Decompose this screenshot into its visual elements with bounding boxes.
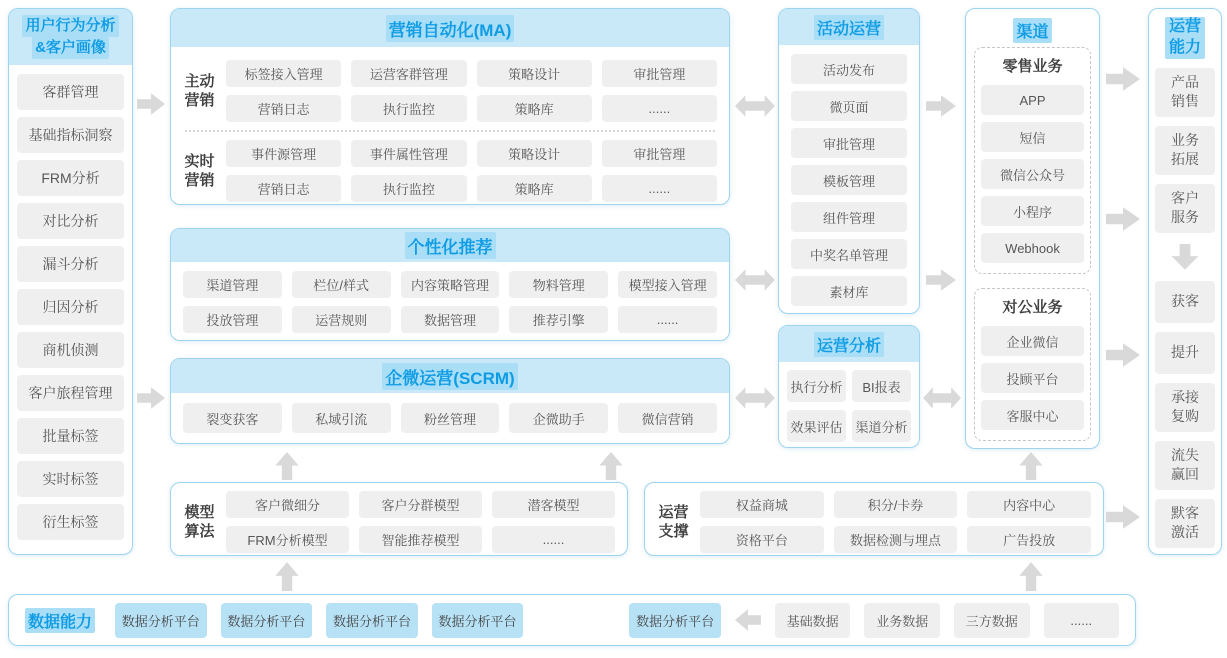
capability-item: 默客激活 xyxy=(1155,499,1215,548)
data-source-item: 基础数据 xyxy=(775,603,851,638)
channel-panel xyxy=(965,8,1100,449)
group-label: 运营支撑 xyxy=(658,503,689,540)
recommend-item: ...... xyxy=(618,306,717,333)
support-item: 积分/卡券 xyxy=(834,491,958,518)
arrow-up-icon xyxy=(274,452,300,480)
panel-title: 企微运营(SCRM) xyxy=(382,363,517,390)
recommendation-panel xyxy=(170,228,730,341)
analysis-item: 渠道分析 xyxy=(852,410,911,442)
arrow-up-icon xyxy=(1018,562,1044,591)
ma-item: 策略库 xyxy=(477,95,592,122)
model-item: 智能推荐模型 xyxy=(359,526,482,553)
retail-group xyxy=(974,47,1091,274)
arrow-double-horizontal-icon xyxy=(923,386,961,410)
sidebar-item: 客户旅程管理 xyxy=(17,375,124,411)
ma-item: 事件属性管理 xyxy=(351,140,466,167)
sidebar-item: 商机侦测 xyxy=(17,332,124,368)
data-source-item: 三方数据 xyxy=(954,603,1030,638)
sidebar-item: 衍生标签 xyxy=(17,504,124,540)
capability-item: 客户服务 xyxy=(1155,184,1215,233)
ma-item: 策略库 xyxy=(477,175,592,202)
sidebar-item: 基础指标洞察 xyxy=(17,117,124,153)
channel-item: 微信公众号 xyxy=(981,159,1084,189)
sidebar-item: 批量标签 xyxy=(17,418,124,454)
arrow-right-icon xyxy=(926,94,956,118)
sidebar-item: 实时标签 xyxy=(17,461,124,497)
panel-title: 数据能力 xyxy=(25,608,95,633)
arrow-right-icon xyxy=(926,268,956,292)
recommend-item: 栏位/样式 xyxy=(292,271,391,298)
ma-item: 策略设计 xyxy=(477,140,592,167)
activity-operation-panel xyxy=(778,8,920,314)
group-label: 模型算法 xyxy=(184,503,215,540)
user-behavior-title xyxy=(9,9,132,65)
ma-item: 执行监控 xyxy=(351,175,466,202)
recommend-item: 推荐引擎 xyxy=(509,306,608,333)
ma-item: 营销日志 xyxy=(226,95,341,122)
data-platform-item: 数据分析平台 xyxy=(115,603,207,638)
channel-item: 企业微信 xyxy=(981,326,1084,356)
data-platform-item: 数据分析平台 xyxy=(629,603,721,638)
corporate-group xyxy=(974,288,1091,441)
ma-item: 事件源管理 xyxy=(226,140,341,167)
arrow-right-icon xyxy=(1106,504,1140,530)
capability-item: 业务拓展 xyxy=(1155,126,1215,175)
support-item: 内容中心 xyxy=(967,491,1091,518)
arrow-right-icon xyxy=(1106,206,1140,232)
sidebar-item: FRM分析 xyxy=(17,160,124,196)
group-label: 主动营销 xyxy=(184,72,215,109)
recommend-item: 模型接入管理 xyxy=(618,271,717,298)
ma-item: 运营客群管理 xyxy=(351,60,466,87)
activity-item: 微页面 xyxy=(791,91,907,121)
group-label: 实时营销 xyxy=(184,152,215,189)
panel-title: 运营分析 xyxy=(814,332,884,357)
sidebar-item: 对比分析 xyxy=(17,203,124,239)
ma-item: 策略设计 xyxy=(477,60,592,87)
data-capability-panel xyxy=(8,594,1136,646)
capability-item: 承接复购 xyxy=(1155,383,1215,432)
title-line: &客户画像 xyxy=(32,37,109,59)
model-item: 潜客模型 xyxy=(492,491,615,518)
arrow-right-icon xyxy=(1106,66,1140,92)
activity-item: 审批管理 xyxy=(791,128,907,158)
recommend-item: 渠道管理 xyxy=(183,271,282,298)
scrm-item: 微信营销 xyxy=(618,403,717,433)
channel-item: 投顾平台 xyxy=(981,363,1084,393)
support-item: 权益商城 xyxy=(700,491,824,518)
user-behavior-panel xyxy=(8,8,133,555)
arrow-up-icon xyxy=(598,452,624,480)
scrm-item: 私域引流 xyxy=(292,403,391,433)
divider xyxy=(185,130,715,132)
model-item: 客户微细分 xyxy=(226,491,349,518)
panel-title: 运营能力 xyxy=(1165,17,1204,59)
activity-item: 组件管理 xyxy=(791,202,907,232)
sidebar-item: 漏斗分析 xyxy=(17,246,124,282)
data-platform-item: 数据分析平台 xyxy=(432,603,524,638)
arrow-up-icon xyxy=(274,562,300,591)
data-platform-item: 数据分析平台 xyxy=(221,603,313,638)
model-item: 客户分群模型 xyxy=(359,491,482,518)
scrm-item: 企微助手 xyxy=(509,403,608,433)
arrow-up-icon xyxy=(1018,452,1044,480)
channel-item: APP xyxy=(981,85,1084,115)
analysis-item: 效果评估 xyxy=(787,410,846,442)
ma-item: 执行监控 xyxy=(351,95,466,122)
recommend-item: 数据管理 xyxy=(401,306,500,333)
arrow-double-horizontal-icon xyxy=(735,94,775,118)
activity-item: 活动发布 xyxy=(791,54,907,84)
scrm-item: 裂变获客 xyxy=(183,403,282,433)
recommend-item: 内容策略管理 xyxy=(401,271,500,298)
channel-item: 短信 xyxy=(981,122,1084,152)
activity-item: 中奖名单管理 xyxy=(791,239,907,269)
channel-item: Webhook xyxy=(981,233,1084,263)
analysis-item: 执行分析 xyxy=(787,370,846,402)
group-title: 对公业务 xyxy=(1002,299,1063,316)
panel-title: 个性化推荐 xyxy=(405,232,496,259)
title-line: 用户行为分析 xyxy=(22,15,118,37)
ma-item: ...... xyxy=(602,95,717,122)
arrow-right-icon xyxy=(137,386,165,410)
arrow-double-horizontal-icon xyxy=(735,386,775,410)
model-item: FRM分析模型 xyxy=(226,526,349,553)
arrow-left-icon xyxy=(735,608,761,632)
model-item: ...... xyxy=(492,526,615,553)
capability-item: 提升 xyxy=(1155,332,1215,374)
arrow-double-horizontal-icon xyxy=(735,268,775,292)
data-source-item: ...... xyxy=(1044,603,1120,638)
support-item: 资格平台 xyxy=(700,526,824,553)
marketing-automation-panel xyxy=(170,8,730,205)
recommend-item: 物料管理 xyxy=(509,271,608,298)
channel-item: 小程序 xyxy=(981,196,1084,226)
ma-item: 标签接入管理 xyxy=(226,60,341,87)
group-title: 零售业务 xyxy=(1002,58,1063,75)
capability-item: 流失赢回 xyxy=(1155,441,1215,490)
capability-item: 产品销售 xyxy=(1155,68,1215,117)
recommend-item: 运营规则 xyxy=(292,306,391,333)
ma-item: 营销日志 xyxy=(226,175,341,202)
scrm-item: 粉丝管理 xyxy=(401,403,500,433)
activity-item: 素材库 xyxy=(791,276,907,306)
channel-item: 客服中心 xyxy=(981,400,1084,430)
ma-item: 审批管理 xyxy=(602,60,717,87)
arrow-down-icon xyxy=(1170,244,1200,270)
data-platform-item: 数据分析平台 xyxy=(326,603,418,638)
sidebar-item: 客群管理 xyxy=(17,74,124,110)
panel-title: 营销自动化(MA) xyxy=(386,15,515,42)
capability-item: 获客 xyxy=(1155,281,1215,323)
operation-capability-panel xyxy=(1148,8,1222,555)
arrow-right-icon xyxy=(137,92,165,116)
operation-support-panel xyxy=(644,482,1104,556)
panel-title: 活动运营 xyxy=(814,15,884,40)
arrow-right-icon xyxy=(1106,342,1140,368)
ma-item: ...... xyxy=(602,175,717,202)
panel-title: 渠道 xyxy=(1013,18,1051,43)
ma-item: 审批管理 xyxy=(602,140,717,167)
activity-item: 模板管理 xyxy=(791,165,907,195)
operation-analysis-panel xyxy=(778,325,920,448)
model-algorithm-panel xyxy=(170,482,628,556)
recommend-item: 投放管理 xyxy=(183,306,282,333)
support-item: 广告投放 xyxy=(967,526,1091,553)
data-source-item: 业务数据 xyxy=(864,603,940,638)
support-item: 数据检测与埋点 xyxy=(834,526,958,553)
sidebar-item: 归因分析 xyxy=(17,289,124,325)
scrm-panel xyxy=(170,358,730,444)
analysis-item: BI报表 xyxy=(852,370,911,402)
